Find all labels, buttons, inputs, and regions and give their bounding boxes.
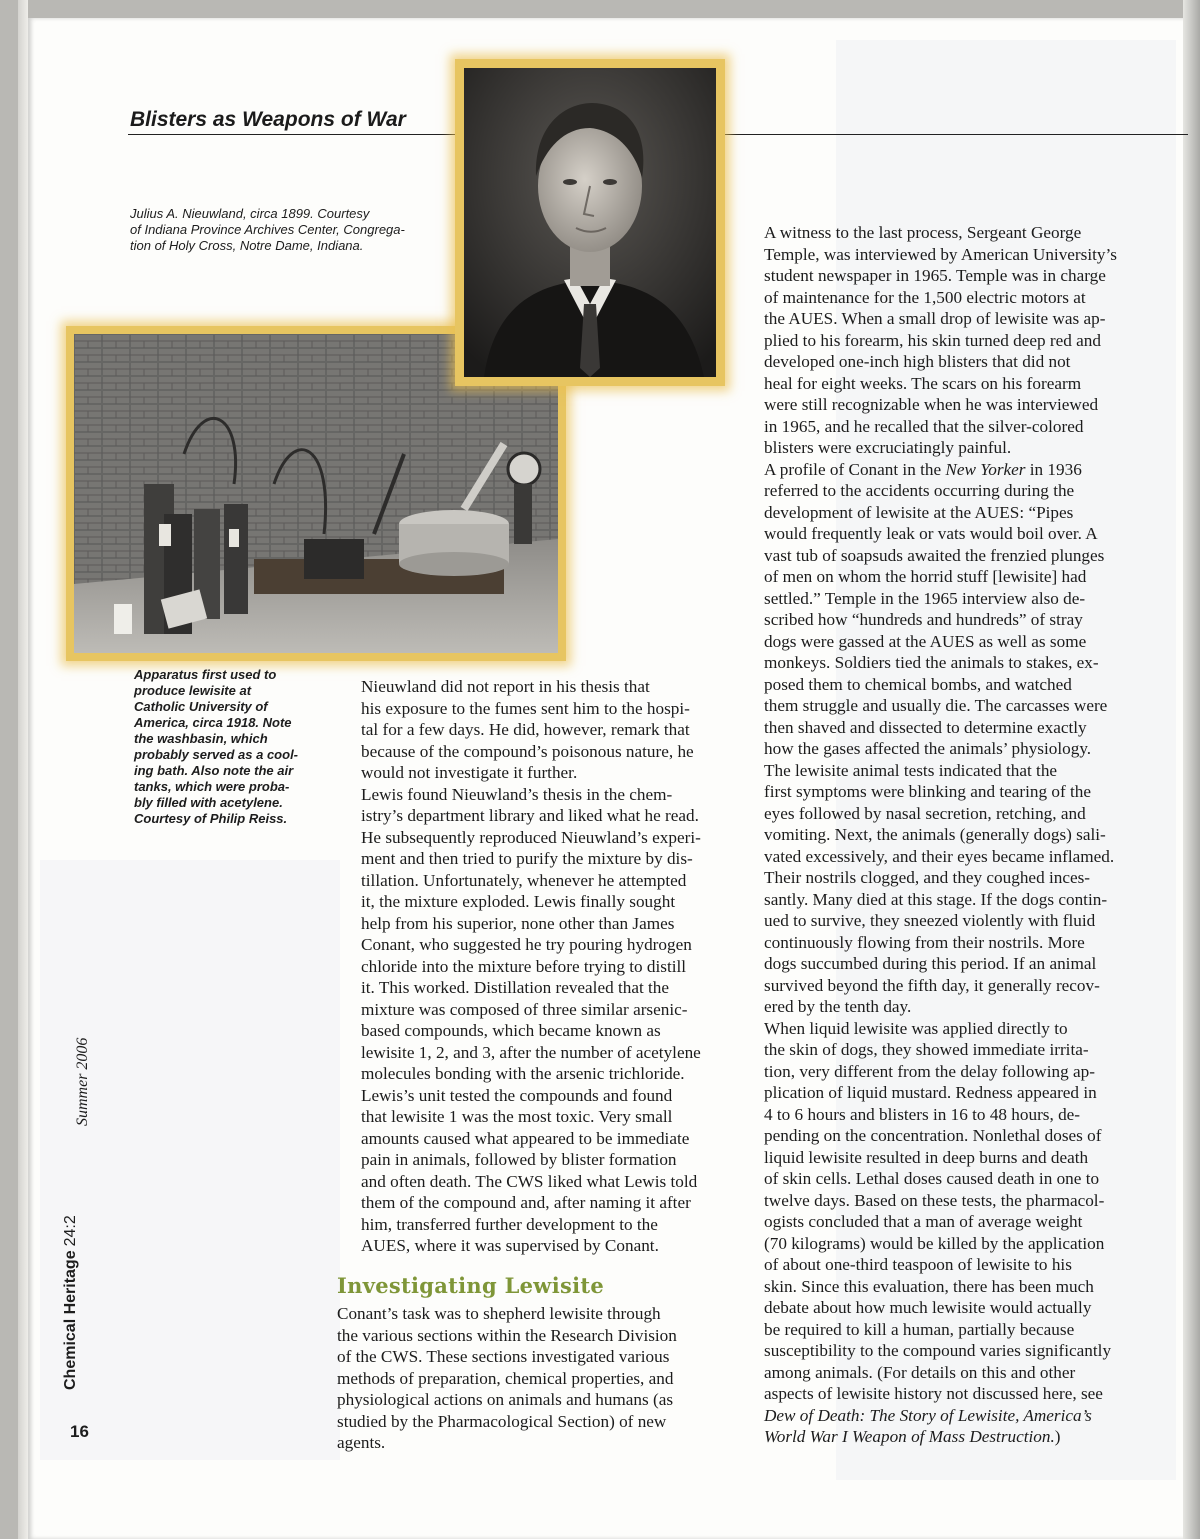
text-line: scribed how “hundreds and hundreds” of stray <box>764 610 1083 629</box>
text-line: tillation. Unfortunately, whenever he attempted <box>361 870 687 890</box>
text-line: student newspaper in 1965. Temple was in charge <box>764 266 1106 285</box>
text-line: eyes followed by nasal secretion, retching, and <box>764 803 1086 823</box>
text-line: plication of liquid mustard. Redness appeared in <box>764 1083 1097 1102</box>
text-line: because of the compound’s poisonous nature, he <box>361 741 694 761</box>
text-line: aspects of lewisite history not discussed here, see <box>764 1384 1103 1403</box>
body-paragraph <box>337 1085 727 1257</box>
text-line: amounts caused what appeared to be immediate <box>361 1128 690 1148</box>
text-line: tion, very different from the delay following ap- <box>764 1061 1095 1081</box>
text-line: based compounds, which became known as <box>361 1021 661 1040</box>
text-run: in 1936 <box>1025 459 1082 479</box>
middle-text-column <box>337 676 727 1454</box>
body-paragraph <box>337 1303 727 1454</box>
body-paragraph <box>740 760 1160 1018</box>
text-line: help from his superior, none other than James <box>361 913 675 933</box>
text-line: chloride into the mixture before trying to distill <box>361 956 687 976</box>
text-line: liquid lewisite resulted in deep burns and death <box>764 1147 1089 1167</box>
show-through-shading <box>40 860 340 1460</box>
text-line: debate about how much lewisite would actually <box>764 1298 1092 1317</box>
section-title: Blisters as Weapons of War <box>130 108 406 131</box>
text-line <box>740 1405 1160 1427</box>
text-line: methods of preparation, chemical properties, and <box>337 1368 674 1388</box>
text-line: and often death. The CWS liked what Lewis told <box>361 1171 698 1191</box>
caption-line: Julius A. Nieuwland, circa 1899. Courtesy <box>130 206 370 221</box>
text-line: Lewis found Nieuwland’s thesis in the chem- <box>361 784 673 804</box>
text-line: Conant, who suggested he try pouring hydrogen <box>361 935 692 954</box>
text-line: his exposure to the fumes sent him to the hospi- <box>361 698 690 718</box>
body-paragraph <box>337 784 727 1085</box>
text-line: plied to his forearm, his skin turned deep red and <box>764 330 1101 350</box>
text-line: Their nostrils clogged, and they coughed inces- <box>764 868 1090 887</box>
text-line: it, the mixture exploded. Lewis finally sought <box>361 892 676 911</box>
footer-season: Summer 2006 <box>74 1037 91 1126</box>
text-line: settled.” Temple in the 1965 interview also de- <box>764 588 1086 608</box>
book-title: Dew of Death: The Story of Lewisite, America’s <box>764 1405 1092 1425</box>
text-line: Temple, was interviewed by American University’s <box>764 244 1117 264</box>
text-line: pending on the concentration. Nonlethal doses of <box>764 1126 1102 1145</box>
caption-line: America, circa 1918. Note <box>134 715 292 730</box>
text-line: (70 kilograms) would be killed by the application <box>764 1233 1105 1253</box>
text-line: development of lewisite at the AUES: “Pipes <box>764 502 1074 522</box>
body-paragraph <box>740 1018 1160 1448</box>
text-line: Lewis’s unit tested the compounds and found <box>361 1085 673 1105</box>
text-line: ued to survive, they sneezed violently with fluid <box>764 911 1096 930</box>
text-line: The lewisite animal tests indicated that the <box>764 760 1058 780</box>
text-line: dogs succumbed during this period. If an animal <box>764 954 1097 973</box>
text-line: the various sections within the Research Division <box>337 1325 677 1345</box>
text-line: blisters were excruciatingly painful. <box>764 438 1012 457</box>
text-line: that lewisite 1 was the most toxic. Very small <box>361 1107 673 1126</box>
text-line: how the gases affected the animals’ physiology. <box>764 739 1092 758</box>
caption-line: Courtesy of Philip Reiss. <box>134 811 288 826</box>
text-line: molecules bonding with the arsenic trichloride. <box>361 1064 685 1083</box>
text-line: ogists concluded that a man of average weight <box>764 1212 1083 1231</box>
text-line: it. This worked. Distillation revealed that the <box>361 978 670 997</box>
text-line: developed one-inch high blisters that did not <box>764 352 1071 371</box>
text-line: first symptoms were blinking and tearing of the <box>764 782 1091 801</box>
text-line: dogs were gassed at the AUES as well as some <box>764 631 1087 651</box>
text-line: ment and then tried to purify the mixture by dis- <box>361 849 693 868</box>
portrait-photo <box>464 68 716 377</box>
text-line: He subsequently reproduced Nieuwland’s experi- <box>361 827 701 847</box>
text-line: heal for eight weeks. The scars on his forearm <box>764 373 1082 393</box>
text-run: A profile of Conant in the <box>764 459 946 479</box>
text-line: of maintenance for the 1,500 electric motors at <box>764 287 1086 307</box>
text-line: survived beyond the fifth day, it generally recov- <box>764 975 1100 995</box>
text-line: him, transferred further development to the <box>361 1214 658 1234</box>
text-line: in 1965, and he recalled that the silver-colored <box>764 416 1084 436</box>
text-line: vated excessively, and their eyes became inflamed. <box>764 846 1115 866</box>
text-line: of the CWS. These sections investigated various <box>337 1347 670 1366</box>
text-line: skin. Since this evaluation, there has been much <box>764 1276 1094 1296</box>
text-line: mixture was composed of three similar arsenic- <box>361 999 688 1019</box>
text-line: Nieuwland did not report in his thesis that <box>361 677 650 696</box>
caption-line: tanks, which were proba- <box>134 779 290 794</box>
text-run: ) <box>1054 1427 1061 1446</box>
text-line: tal for a few days. He did, however, remark that <box>361 720 690 739</box>
page-binding-edge <box>18 0 28 1539</box>
text-line: twelve days. Based on these tests, the pharmacol- <box>764 1190 1105 1210</box>
text-line: A witness to the last process, Sergeant George <box>764 223 1082 242</box>
caption-line: of Indiana Province Archives Center, Congrega- <box>130 222 405 237</box>
text-line: studied by the Pharmacological Section) of new <box>337 1411 667 1431</box>
text-line: continuously flowing from their nostrils. More <box>764 932 1085 952</box>
caption-line: Catholic University of <box>134 699 268 714</box>
text-line: 4 to 6 hours and blisters in 16 to 48 hours, de- <box>764 1104 1081 1124</box>
text-line: of about one-third teaspoon of lewisite to his <box>764 1255 1072 1274</box>
body-paragraph <box>740 459 1160 760</box>
caption-line: produce lewisite at <box>134 683 252 698</box>
text-line: of skin cells. Lethal doses caused death in one to <box>764 1169 1100 1188</box>
text-line: would frequently leak or vats would boil over. A <box>764 524 1098 543</box>
page-number: 16 <box>70 1422 89 1441</box>
text-line: referred to the accidents occurring during the <box>764 481 1075 500</box>
text-line: lewisite 1, 2, and 3, after the number of acetylene <box>361 1042 701 1062</box>
caption-line: bly filled with acetylene. <box>134 795 283 810</box>
text-line: were still recognizable when he was interviewed <box>764 395 1099 414</box>
subheading: Investigating Lewisite <box>337 1272 605 1298</box>
text-line: pain in animals, followed by blister formation <box>361 1150 677 1169</box>
caption-line: Apparatus first used to <box>134 667 277 682</box>
caption-line: ing bath. Also note the air <box>134 763 294 778</box>
text-line: istry’s department library and liked what he read. <box>361 806 699 825</box>
book-title: World War I Weapon of Mass Destruction. <box>764 1427 1055 1446</box>
caption-line: the washbasin, which <box>134 731 268 746</box>
text-line: would not investigate it further. <box>361 763 578 782</box>
magazine-name: Chemical Heritage <box>62 1250 79 1390</box>
text-line: vast tub of soapsuds awaited the frenzied plunges <box>764 545 1105 565</box>
text-line: of men on whom the horrid stuff [lewisite] had <box>764 567 1087 586</box>
text-line: AUES, where it was supervised by Conant. <box>361 1236 659 1255</box>
magazine-title: New Yorker <box>945 459 1026 479</box>
issue-number: 24:2 <box>62 1215 79 1247</box>
text-line: be required to kill a human, partially because <box>764 1319 1075 1339</box>
text-line: the AUES. When a small drop of lewisite was ap- <box>764 309 1106 328</box>
text-line: agents. <box>337 1433 386 1452</box>
caption-line: probably served as a cool- <box>134 747 299 762</box>
apparatus-caption <box>134 667 309 827</box>
text-line: Conant’s task was to shepherd lewisite through <box>337 1304 661 1323</box>
text-line: them of the compound and, after naming it after <box>361 1193 691 1212</box>
text-line: them struggle and usually die. The carcasses were <box>764 696 1108 715</box>
text-line: santly. Many died at this stage. If the dogs contin- <box>764 889 1108 909</box>
text-line: monkeys. Soldiers tied the animals to stakes, ex- <box>764 653 1099 672</box>
text-line: among animals. (For details on this and other <box>764 1362 1076 1382</box>
text-line: ered by the tenth day. <box>764 997 912 1016</box>
text-line: posed them to chemical bombs, and watched <box>764 674 1072 694</box>
text-line: vomiting. Next, the animals (generally dogs) sali- <box>764 825 1106 844</box>
body-paragraph <box>337 676 727 784</box>
caption-line: tion of Holy Cross, Notre Dame, Indiana. <box>130 238 364 253</box>
right-text-column <box>740 222 1160 1448</box>
text-line: the skin of dogs, they showed immediate irrita- <box>764 1040 1089 1059</box>
text-line <box>740 1426 1160 1448</box>
footer-magazine-label <box>62 1215 80 1390</box>
body-paragraph <box>740 222 1160 459</box>
portrait-photo-frame <box>455 59 725 386</box>
text-line <box>740 459 1160 481</box>
page-right-edge <box>1183 0 1200 1539</box>
text-line: susceptibility to the compound varies significantly <box>764 1341 1112 1360</box>
text-line: then shaved and dissected to determine exactly <box>764 717 1087 737</box>
text-line: physiological actions on animals and humans (as <box>337 1390 674 1409</box>
portrait-caption <box>130 206 450 254</box>
text-line: When liquid lewisite was applied directly to <box>764 1018 1068 1038</box>
